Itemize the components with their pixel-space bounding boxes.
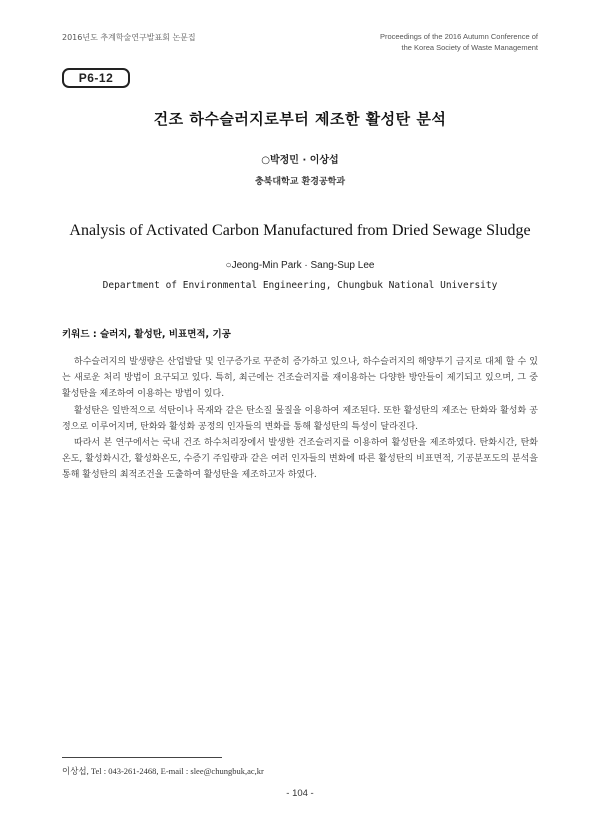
abstract-body: [62, 354, 538, 484]
paper-code-badge: P6-12: [62, 68, 130, 88]
title-korean: 건조 하수슬러지로부터 제조한 활성탄 분석: [153, 110, 447, 128]
affiliation-english: Department of Environmental Engineering, Chungbuk National University: [102, 280, 498, 291]
header-line-2: the Korea Society of Waste Management: [401, 43, 538, 52]
header-conference-ko: 2016년도 추계학술연구발표회 논문집: [62, 33, 196, 42]
paragraph-3: 따라서 본 연구에서는 국내 건조 하수처리장에서 발생한 건조슬러지를 이용하여 활성탄을 제조하였다. 탄화시간, 탄화온도, 활성화시간, 활성화온도, 수증기 주입량과 같은 여러 인자들의 변화에 따른 활성탄의 비표면적, 기공분포도의 분석을 통해 활성탄의 최적조건을 도출하여 활성탄을 제조하고자 하였다.: [62, 438, 538, 481]
paragraph-1: 하수슬러지의 발생량은 산업발달 및 인구증가로 꾸준히 증가하고 있으나, 하수슬러지의 해양투기 금지로 대체 할 수 있는 새로운 처리 방법이 요구되고 있다. 특히, 최근에는 건조슬러지를 재이용하는 다양한 방안들이 제기되고 있으며, 그 중 활성탄을 제조하여 이용하는 방법이 있다.: [62, 357, 538, 400]
authors-english: ○Jeong-Min Park · Sang-Sup Lee: [225, 260, 375, 271]
paragraph-2: 활성탄은 일반적으로 석탄이나 목재와 같은 탄소질 물질을 이용하여 제조된다. 또한 활성탄의 제조는 탄화와 활성화 공정으로 이루어지며, 탄화와 활성화 공정의 인자들의 변화를 통해 활성탄의 특성이 달라진다.: [62, 405, 538, 432]
authors-korean: ○박정민 · 이상섭: [261, 155, 339, 166]
affiliation-korean: 충북대학교 환경공학과: [254, 177, 346, 187]
footnote-divider: [62, 757, 222, 758]
title-english: Analysis of Activated Carbon Manufactured from Dried Sewage Sludge: [69, 222, 531, 239]
keywords: 키워드 : 슬러지, 활성탄, 비표면적, 기공: [62, 329, 231, 340]
page-number: - 104 -: [286, 788, 314, 799]
footnote-contact: 이상섭, Tel : 043-261-2468, E-mail : slee@chungbuk,ac,kr: [62, 766, 264, 776]
header-line-1: Proceedings of the 2016 Autumn Conference of: [379, 32, 538, 41]
header-conference-en: [380, 31, 538, 53]
